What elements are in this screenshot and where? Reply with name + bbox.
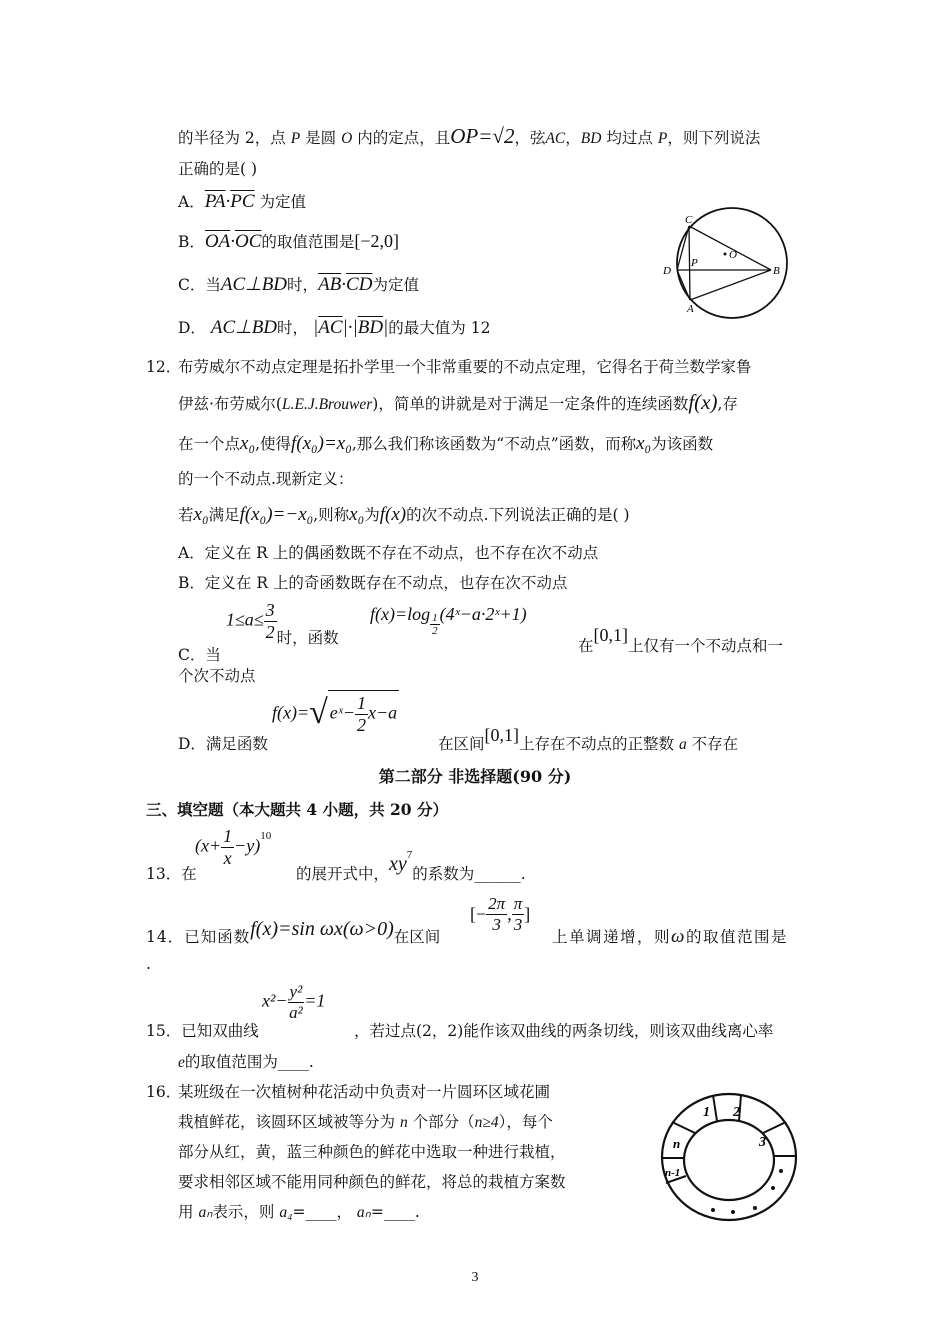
q13-tail: 的展开式中，$xy^7$的系数为______.	[296, 848, 526, 883]
q12-line1: 布劳威尔不动点定理是拓扑学里一个非常重要的不动点定理，它得名于荷兰数学家鲁	[178, 358, 752, 376]
q16-line4: 要求相邻区域不能用同种颜色的鲜花，将总的栽植方案数	[178, 1173, 566, 1191]
region-n-minus-1-label: n-1	[665, 1167, 681, 1179]
q12-option-d-tail: 在区间[0,1]上存在不动点的正整数 a 不存在	[438, 725, 739, 753]
q15-text: ，若过点(2，2)能作该双曲线的两条切线，则该双曲线离心率	[354, 1022, 774, 1040]
q12-line2: 伊兹·布劳威尔(L.E.J.Brouwer)，简单的讲就是对于满足一定条件的连续函数f(x),存	[178, 390, 738, 414]
q12-option-d-function: f(x)=√ eˣ− $\frac{1}{2}$ x−a	[272, 690, 399, 736]
region-1-label: 1	[703, 1105, 710, 1120]
q16-line1: 某班级在一次植树种花活动中负责对一片圆环区域花圃	[178, 1083, 551, 1101]
part-two-title: 第二部分 非选择题(90 分)	[378, 767, 572, 786]
page-number: 3	[471, 1270, 479, 1285]
q15-line2: e的取值范围为____.	[178, 1053, 314, 1071]
q12-option-c-function: f(x)=log $\frac{1}{2}$ (4ˣ−a·2ˣ+1)	[370, 604, 527, 637]
q12-line5: 若x₀满足f(x₀)=−x₀,则称x₀为f(x)的次不动点.下列说法正确的是( )	[178, 504, 630, 525]
label-c: C	[685, 214, 693, 226]
q12-option-b: B．定义在 R 上的奇函数既存在不动点，也存在次不动点	[178, 574, 568, 592]
q15-number: 15．已知双曲线	[146, 1022, 259, 1040]
q13-number: 13．在	[146, 865, 197, 883]
q11-option-c: C．当AC⊥BD时，$\overline{AB}\cdot\overline{CD}$为定值	[178, 274, 419, 295]
region-2-label: 2	[733, 1105, 740, 1120]
q14-tail: 上单调递增，则ω的取值范围是	[552, 926, 788, 947]
label-a: A	[687, 303, 694, 315]
circle-figure	[655, 190, 795, 320]
q11-line1: 的半径为 2，点 P 是圆 O 内的定点，且OP=√2，弦AC，BD 均过点 P，则下列说法	[178, 124, 761, 148]
q16-number: 16．	[146, 1083, 182, 1101]
q11-option-b: B．$\overline{OA}\cdot\overline{OC}$的取值范围是[−2,0]	[178, 231, 400, 252]
region-n-label: n	[673, 1136, 681, 1151]
q16-line2: 栽植鲜花，该圆环区域被等分为 n 个部分（n≥4），每个	[178, 1113, 553, 1131]
q16-line5: 用 aₙ表示，则 a₄=____， aₙ=____.	[178, 1203, 420, 1221]
q16-line3: 部分从红，黄，蓝三种颜色的鲜花中选取一种进行栽植，	[178, 1143, 566, 1161]
q14-line2: .	[146, 955, 151, 973]
label-p: P	[691, 257, 698, 269]
label-d: D	[663, 265, 671, 277]
q13-expression: (x+ $\frac{1}{x}$ −y)$^{10}$	[195, 826, 272, 868]
q14-interval: [− $\frac{2\pi}{3}$ , $\frac{\pi}{3}$ ]	[470, 894, 531, 934]
region-3-label: 3	[759, 1135, 766, 1150]
q12-number: 12．	[146, 358, 182, 376]
op-expression: OP=√2	[450, 124, 515, 148]
label-b: B	[773, 265, 780, 277]
annulus-figure	[655, 1088, 805, 1228]
section-three-title: 三、填空题（本大题共 4 小题，共 20 分）	[146, 800, 448, 819]
q12-option-a: A．定义在 R 上的偶函数既不存在不动点，也不存在次不动点	[178, 544, 599, 562]
q11-option-a: A．$\overline{PA}\cdot\overline{PC}$ 为定值	[178, 191, 306, 212]
q14-line1: 14．已知函数f(x)=sin ωx(ω>0)在区间	[146, 918, 441, 946]
q12-option-c: C．当 1≤a≤ $\frac{3}{2}$ 时，函数	[178, 600, 339, 664]
q12-option-c-tail: 在[0,1]上仅有一个不动点和一	[578, 625, 784, 655]
q12-option-c-line2: 个次不动点	[178, 667, 256, 685]
q15-equation: x²− $\frac{\text{y²}}{\text{a²}}$ =1	[262, 982, 326, 1022]
q11-line2: 正确的是( )	[178, 160, 258, 178]
q12-option-d-label: D．满足函数	[178, 735, 268, 753]
label-o: O	[729, 249, 737, 261]
q12-line4: 的一个不动点.现新定义：	[178, 470, 354, 488]
q12-line3: 在一个点x₀,使得f(x₀)=x₀,那么我们称该函数为“不动点”函数，而称x₀为该函数	[178, 433, 714, 454]
q11-option-d: D． AC⊥BD时， $|\overline{AC}|\cdot|\overline{BD}|$的最大值为 12	[178, 317, 491, 338]
